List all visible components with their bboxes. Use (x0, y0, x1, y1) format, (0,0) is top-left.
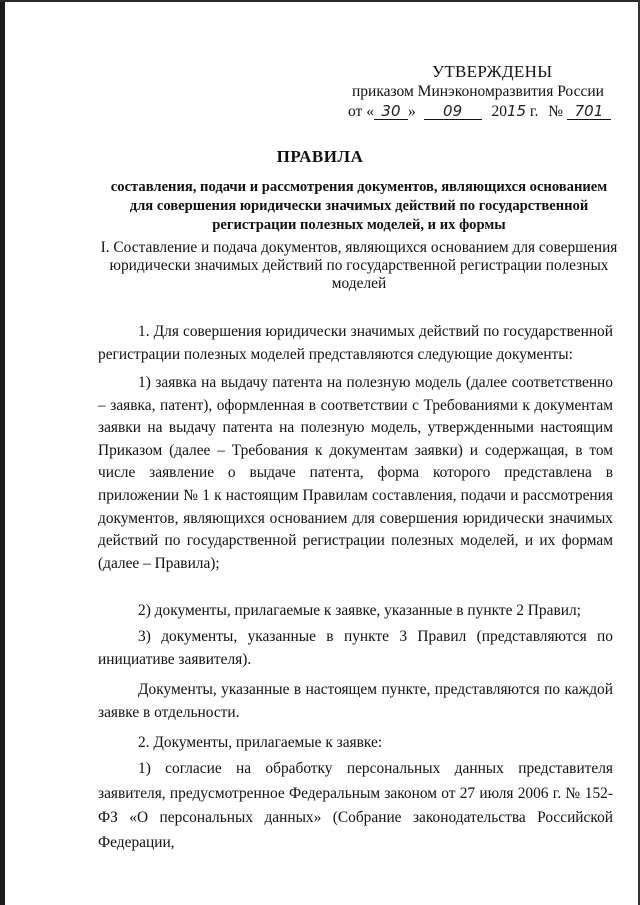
section-heading: I. Составление и подача документов, являющихся основанием для совершения юридически значимых действий по государственной регистрации полезных моделей (100, 239, 618, 292)
date-mid: » (407, 103, 416, 120)
scan-edge-left (0, 0, 5, 905)
paragraph: 1. Для совершения юридически значимых действий по государственной регистрации полезных моделей представляются следующие документы: (98, 323, 613, 363)
approval-order-line: приказом Минэкономразвития России (352, 83, 604, 100)
paragraph: 2) документы, прилагаемые к заявке, указанные в пункте 2 Правил; (138, 602, 581, 619)
order-number: 701 (567, 104, 611, 120)
paragraph: 2. Документы, прилагаемые к заявке: (138, 734, 383, 751)
date-g: г. (529, 103, 539, 120)
paragraph: 1) согласие на обработку персональных данных представителя заявителя, предусмотренное Федеральным законом от 27 июля 2006 г. № 152-ФЗ «О персональных данных» (Собрание законодательства Российской Федерации, (98, 760, 613, 851)
date-year-prefix: 20 (491, 103, 507, 120)
approval-date-line (348, 102, 611, 121)
date-year-suffix: 15 (506, 102, 527, 120)
date-month: 09 (424, 104, 482, 120)
paragraph: 1) заявка на выдачу патента на полезную модель (далее соответственно – заявка, патент), оформленная в соответствии с Требованиями к документам заявки на выдачу патента на полезную модель, утвержденными настоящим Приказом (далее – Требования к документам заявки) и содержащая, в том числе заявление о выдаче патента, форма которого представлена в приложении № 1 к настоящим Правилам составления, подачи и рассмотрения документов, являющихся основанием для совершения юридически значимых действий по государственной регистрации полезных моделей, и их формам (далее – Правила); (98, 374, 613, 572)
date-prefix: от « (348, 103, 374, 120)
date-day: 30 (374, 104, 408, 120)
paragraph: Документы, указанные в настоящем пункте, представляются по каждой заявке в отдельности. (98, 681, 613, 721)
scan-edge-top (0, 0, 640, 2)
document-subtitle: составления, подачи и рассмотрения документов, являющихся основанием для совершения юридически значимых действий по государственной регистрации полезных моделей, и их формы (110, 179, 608, 233)
number-sign: № (548, 103, 564, 120)
approval-title: УТВЕРЖДЕНЫ (432, 62, 553, 81)
document-title: ПРАВИЛА (276, 147, 364, 166)
paragraph: 3) документы, указанные в пункте 3 Правил (представляются по инициативе заявителя). (98, 628, 613, 668)
